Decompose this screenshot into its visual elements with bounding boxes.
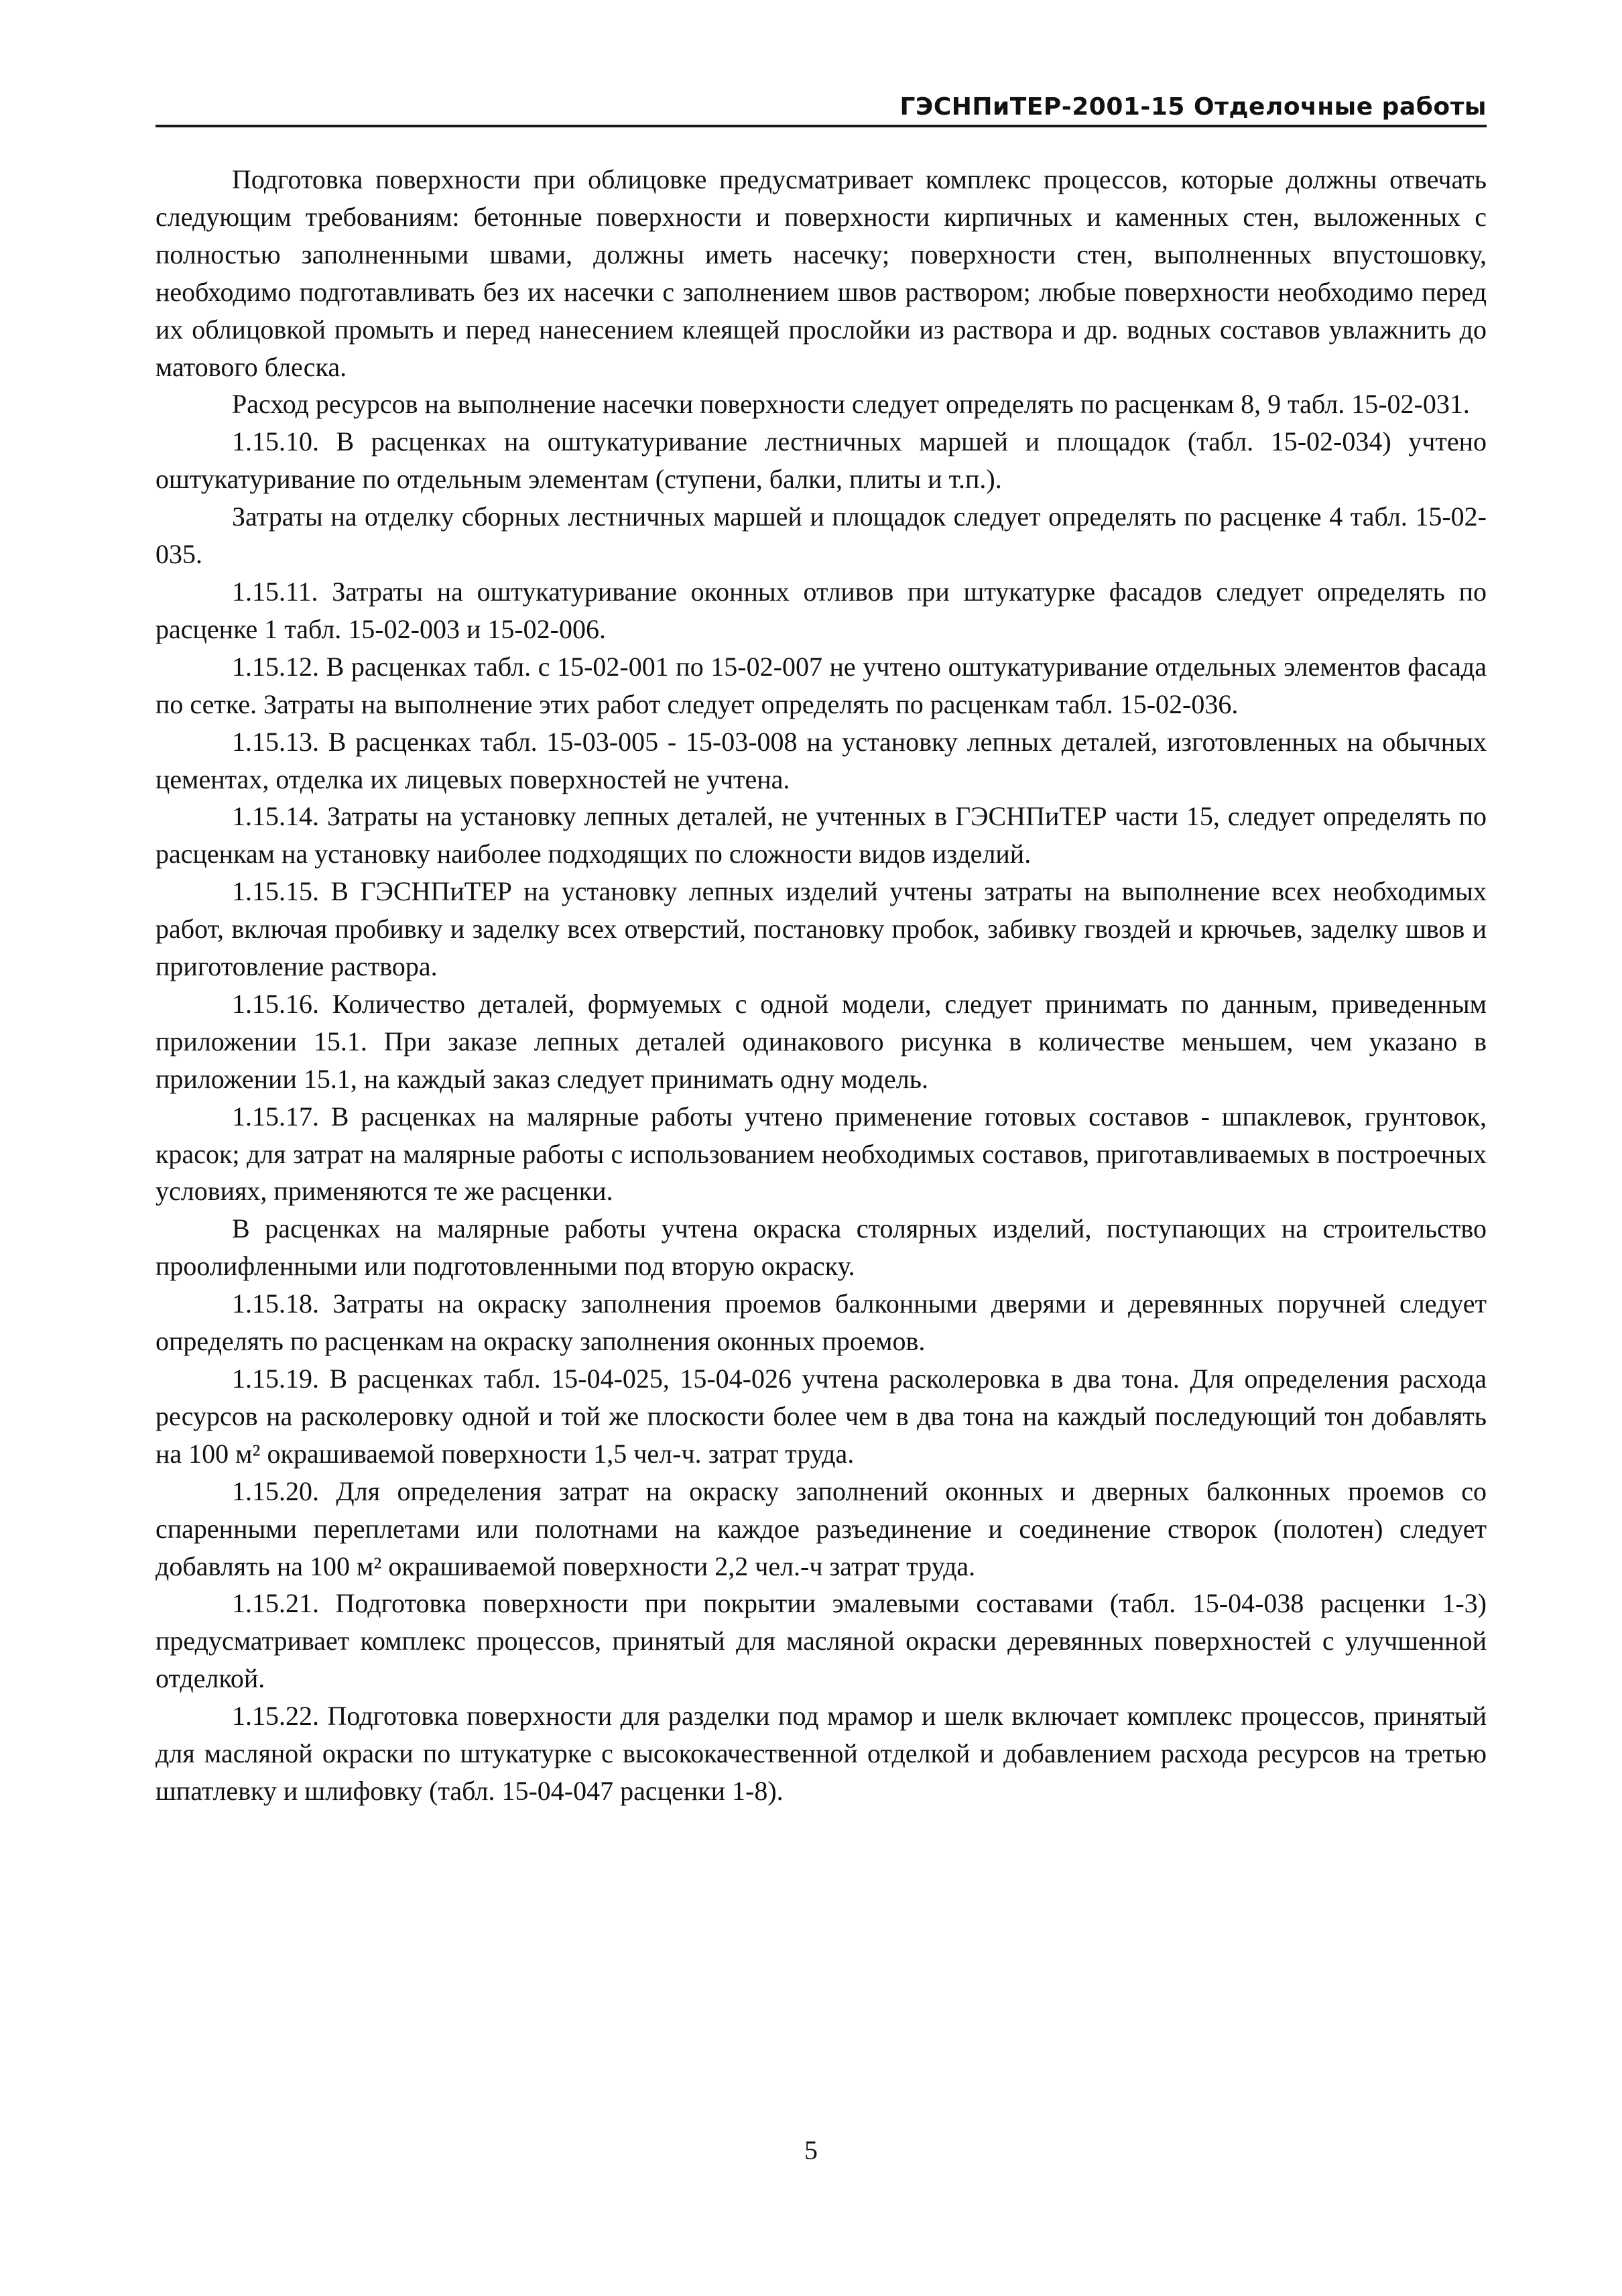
paragraph-1-15-14: 1.15.14. Затраты на установку лепных деталей, не учтенных в ГЭСНПиТЕР части 15, следует определять по расценкам на установку наиболее подходящих по сложности видов изделий. <box>155 801 1487 869</box>
document-body <box>155 161 1487 1810</box>
page-number: 5 <box>804 2135 818 2165</box>
paragraph-1-15-13: 1.15.13. В расценках табл. 15-03-005 - 15-03-008 на установку лепных деталей, изготовленных на обычных цементах, отделка их лицевых поверхностей не учтена. <box>155 726 1487 794</box>
paragraph-1-15-20: 1.15.20. Для определения затрат на окраску заполнений оконных и дверных балконных проемов со спаренными переплетами или полотнами на каждое разъединение и соединение створок (полотен) следует добавлять на 100 м² окрашиваемой поверхности 2,2 чел.-ч затрат труда. <box>155 1475 1487 1581</box>
paragraph-1-15-10: 1.15.10. В расценках на оштукатуривание лестничных маршей и площадок (табл. 15-02-034) учтено оштукатуривание по отдельным элементам (ступени, балки, плиты и т.п.). <box>155 426 1487 495</box>
paragraph-1-15-15: 1.15.15. В ГЭСНПиТЕР на установку лепных изделий учтены затраты на выполнение всех необходимых работ, включая пробивку и заделку всех отверстий, постановку пробок, забивку гвоздей и крючьев, заделку швов и приготовление раствора. <box>155 876 1487 982</box>
paragraph-1-15-16: 1.15.16. Количество деталей, формуемых с одной модели, следует принимать по данным, приведенным приложении 15.1. При заказе лепных деталей одинакового рисунка в количестве меньшем, чем указано в приложении 15.1, на каждый заказ следует принимать одну модель. <box>155 988 1487 1094</box>
paragraph-stair-finishing: Затраты на отделку сборных лестничных маршей и площадок следует определять по расценке 4 табл. 15-02-035. <box>155 501 1487 570</box>
paragraph-1-15-12: 1.15.12. В расценках табл. с 15-02-001 по 15-02-007 не учтено оштукатуривание отдельных элементов фасада по сетке. Затраты на выполнение этих работ следует определять по расценкам табл. 15-02-036. <box>155 651 1487 719</box>
paragraph-1-15-19: 1.15.19. В расценках табл. 15-04-025, 15-04-026 учтена расколеровка в два тона. Для определения расхода ресурсов на расколеровку одной и той же плоскости более чем в два тона на каждый последующий тон добавлять на 100 м² окрашиваемой поверхности 1,5 чел-ч. затрат труда. <box>155 1364 1487 1469</box>
page-header <box>155 86 1487 127</box>
paragraph-1-15-17: 1.15.17. В расценках на малярные работы учтено применение готовых составов - шпаклевок, грунтовок, красок; для затрат на малярные работы с использованием необходимых составов, приготавливаемых в построечных условиях, применяются те же расценки. <box>155 1101 1487 1207</box>
paragraph-1-15-21: 1.15.21. Подготовка поверхности при покрытии эмалевыми составами (табл. 15-04-038 расценки 1-3) предусматривает комплекс процессов, принятый для масляной окраски деревянных поверхностей с улучшенной отделкой. <box>155 1588 1487 1694</box>
paragraph-joinery-painting: В расценках на малярные работы учтена окраска столярных изделий, поступающих на строительство проолифленными или подготовленными под вторую окраску. <box>155 1213 1487 1282</box>
paragraph-1-15-22: 1.15.22. Подготовка поверхности для разделки под мрамор и шелк включает комплекс процессов, принятый для масляной окраски по штукатурке с высококачественной отделкой и добавлением расхода ресурсов на третью шпатлевку и шлифовку (табл. 15-04-047 расценки 1-8). <box>155 1701 1487 1806</box>
paragraph-notching-resources: Расход ресурсов на выполнение насечки поверхности следует определять по расценкам 8, 9 табл. 15-02-031. <box>232 389 1470 420</box>
paragraph-1-15-11: 1.15.11. Затраты на оштукатуривание оконных отливов при штукатурке фасадов следует определять по расценке 1 табл. 15-02-003 и 15-02-006. <box>155 576 1487 644</box>
document-title: ГЭСНПиТЕР-2001-15 Отделочные работы <box>899 93 1487 121</box>
paragraph-surface-preparation: Подготовка поверхности при облицовке предусматривает комплекс процессов, которые должны отвечать следующим требованиям: бетонные поверхности и поверхности кирпичных и каменных стен, выложенных с полностью заполненными швами, должны иметь насечку; поверхности стен, выполненных впустошовку, необходимо подготавливать без их насечки с заполнением швов раствором; любые поверхности необходимо перед их облицовкой промыть и перед нанесением клеящей прослойки из раствора и др. водных составов увлажнить до матового блеска. <box>155 164 1487 382</box>
paragraph-1-15-18: 1.15.18. Затраты на окраску заполнения проемов балконными дверями и деревянных поручней следует определять по расценкам на окраску заполнения оконных проемов. <box>155 1288 1487 1357</box>
